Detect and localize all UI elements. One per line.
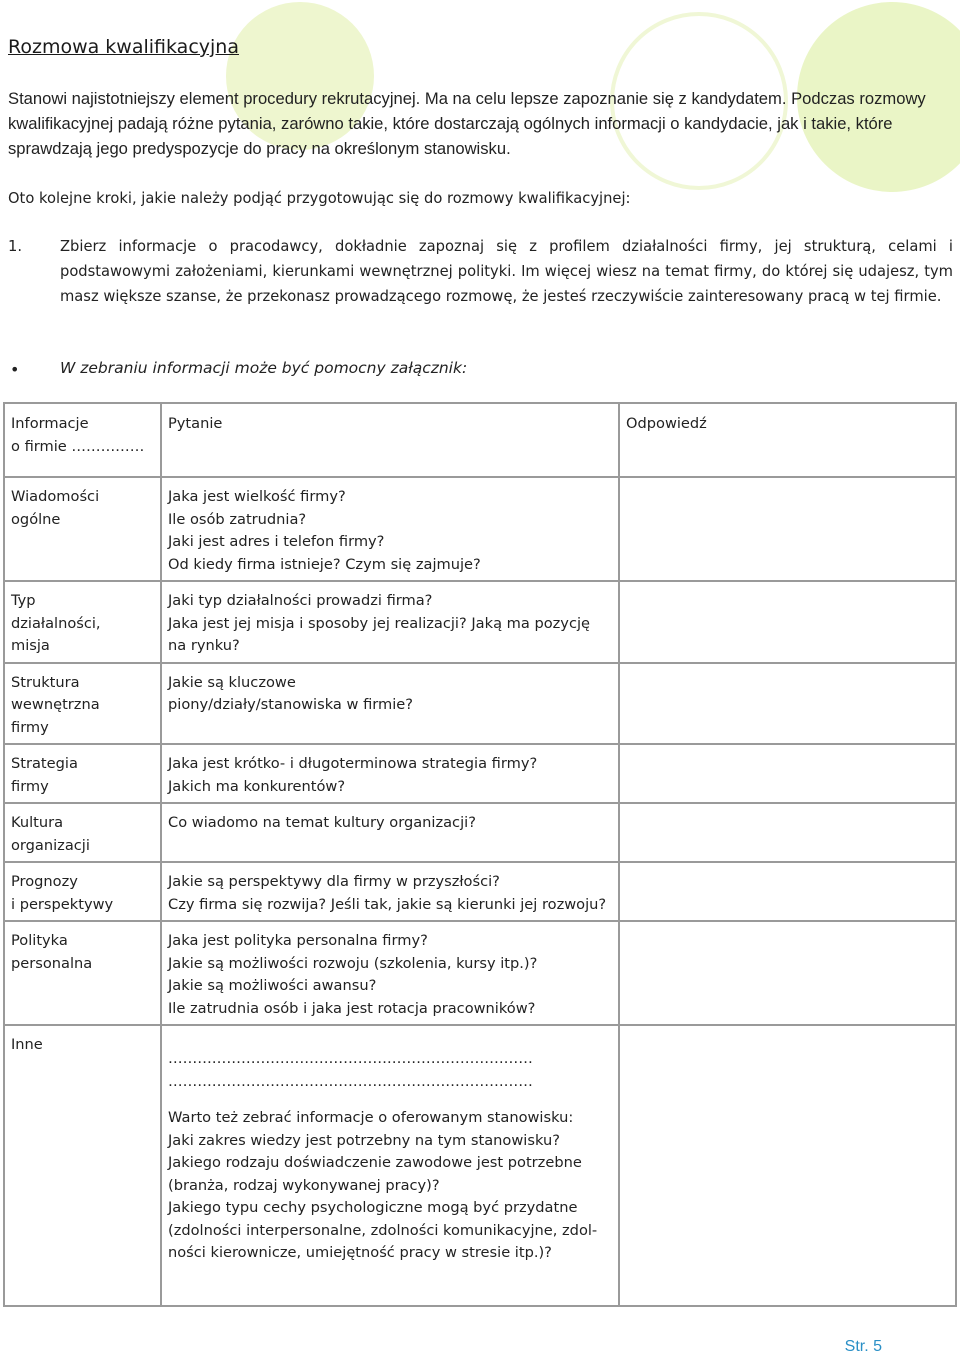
answer-cell[interactable]	[619, 663, 956, 745]
header-question-label: Pytanie	[168, 415, 223, 432]
row-label: Kultura	[11, 814, 64, 831]
row-label: działalności,	[11, 614, 101, 632]
row-question-cell	[161, 1025, 619, 1306]
answer-cell[interactable]	[619, 477, 956, 581]
question-text: Jakie są możliwości rozwoju (szkolenia, kursy itp.)?	[168, 954, 538, 972]
question-text: Jaka jest krótko- i długoterminowa strategia firmy?	[168, 755, 538, 772]
intro-paragraph: Stanowi najistotniejszy element procedury rekrutacyjnej. Ma na celu lepsze zapoznanie się z kandydatem. Podczas rozmowy kwalifikacyjnej padają różne pytania, zarówno takie, które dostarczają ogólnych informacji o kandydacie, jak i takie, które sprawdzają jego predyspozycje do pracy na określonym stanowisku.	[8, 89, 926, 158]
question-text: Jakie są perspektywy dla firmy w przyszłości?	[168, 873, 500, 890]
dotted-line: …………………………………………………………………	[168, 1050, 533, 1067]
row-label: misja	[11, 637, 50, 654]
question-text: Jaka jest polityka personalna firmy?	[168, 932, 428, 949]
question-text: Jaki jest adres i telefon firmy?	[168, 533, 385, 550]
header-info-sublabel: o firmie ……………	[11, 437, 145, 455]
document-title: Rozmowa kwalifikacyjna	[8, 36, 239, 58]
question-text: Jakich ma konkurentów?	[168, 777, 346, 795]
question-text: Jaka jest wielkość firmy?	[168, 488, 346, 505]
question-text: ności kierownicze, umiejętność pracy w stresie itp.)?	[168, 1244, 552, 1261]
step-text: Zbierz informacje o pracodawcy, dokładnie zapoznaj się z profilem działalności firmy, jej strukturą, celami i podstawowymi założeniami, kierunkami wewnętrznej polityki. Im więcej wiesz na temat firmy, do której się udajesz, tym masz większe szanse, że przekonasz prowadzącego rozmowę, że jesteś rzeczywiście zainteresowany pracą w tej firmie.	[60, 238, 953, 305]
row-label: firmy	[11, 718, 49, 736]
header-question-cell	[161, 403, 619, 477]
question-text: na rynku?	[168, 637, 240, 654]
table-row	[4, 581, 956, 663]
answer-cell[interactable]	[619, 581, 956, 663]
table-row	[4, 921, 956, 1025]
question-text: (branża, rodzaj wykonywanej pracy)?	[168, 1176, 440, 1194]
table-row	[4, 663, 956, 745]
row-label: firmy	[11, 777, 49, 795]
row-label-cell	[4, 921, 161, 1025]
question-text: Jaki typ działalności prowadzi firma?	[168, 592, 433, 609]
row-label: wewnętrzna	[11, 696, 100, 713]
table-row	[4, 477, 956, 581]
table-row	[4, 1025, 956, 1306]
row-label: Typ	[11, 592, 36, 609]
table-row	[4, 803, 956, 862]
question-text: Co wiadomo na temat kultury organizacji?	[168, 814, 476, 831]
answer-cell[interactable]	[619, 1025, 956, 1306]
table-row	[4, 862, 956, 921]
question-text: Jakie są kluczowe	[168, 673, 296, 691]
row-label-cell	[4, 744, 161, 803]
row-label: Struktura	[11, 673, 80, 691]
row-label: Polityka	[11, 932, 68, 949]
question-text: Od kiedy firma istnieje? Czym się zajmuje?	[168, 555, 481, 573]
question-text: (zdolności interpersonalne, zdolności komunikacyjne, zdol-	[168, 1221, 598, 1239]
row-question-cell	[161, 862, 619, 921]
question-text: Jakiego rodzaju doświadczenie zawodowe jest potrzebne	[168, 1154, 582, 1171]
row-question-cell	[161, 477, 619, 581]
row-label-cell	[4, 1025, 161, 1306]
row-label: Wiadomości	[11, 488, 100, 505]
row-label-cell	[4, 477, 161, 581]
table-header-row	[4, 403, 956, 477]
row-label-cell	[4, 581, 161, 663]
row-question-cell	[161, 744, 619, 803]
row-label: ogólne	[11, 510, 61, 528]
answer-cell[interactable]	[619, 921, 956, 1025]
row-label: Strategia	[11, 755, 78, 772]
header-answer-label: Odpowiedź	[626, 415, 707, 432]
bullet-text: W zebraniu informacji może być pomocny załącznik:	[60, 359, 468, 377]
table-row	[4, 744, 956, 803]
row-question-cell	[161, 663, 619, 745]
question-text: Czy firma się rozwija? Jeśli tak, jakie są kierunki jej rozwoju?	[168, 895, 607, 913]
row-label: personalna	[11, 954, 93, 972]
question-text: Ile zatrudnia osób i jaka jest rotacja pracowników?	[168, 999, 536, 1017]
spacer	[168, 1093, 612, 1107]
row-label-cell	[4, 663, 161, 745]
answer-cell[interactable]	[619, 744, 956, 803]
answer-cell[interactable]	[619, 803, 956, 862]
spacer	[168, 1034, 612, 1048]
row-label: Prognozy	[11, 873, 78, 890]
header-answer-cell	[619, 403, 956, 477]
row-label-cell	[4, 862, 161, 921]
step-1	[8, 234, 953, 309]
row-label-cell	[4, 803, 161, 862]
question-text: Jakie są możliwości awansu?	[168, 977, 377, 994]
company-info-table	[3, 402, 957, 1307]
row-label: i perspektywy	[11, 895, 114, 913]
header-info-label: Informacje	[11, 415, 89, 432]
step-number: 1.	[8, 238, 23, 255]
bullet-icon: •	[10, 360, 20, 379]
question-text: Jaka jest jej misja i sposoby jej realizacji? Jaką ma pozycję	[168, 614, 590, 632]
row-question-cell	[161, 803, 619, 862]
question-text: Jaki zakres wiedzy jest potrzebny na tym stanowisku?	[168, 1131, 560, 1149]
page-number: Str. 5	[844, 1338, 882, 1355]
row-label: Inne	[11, 1036, 43, 1053]
dotted-line: …………………………………………………………………	[168, 1072, 533, 1090]
question-text: piony/działy/stanowiska w firmie?	[168, 696, 413, 713]
header-info-cell	[4, 403, 161, 477]
row-question-cell	[161, 581, 619, 663]
answer-cell[interactable]	[619, 862, 956, 921]
attachment-bullet	[8, 356, 953, 381]
row-label: organizacji	[11, 836, 90, 854]
steps-intro: Oto kolejne kroki, jakie należy podjąć przygotowując się do rozmowy kwalifikacyjnej:	[8, 190, 631, 207]
question-text: Jakiego typu cechy psychologiczne mogą być przydatne	[168, 1199, 578, 1216]
row-question-cell	[161, 921, 619, 1025]
question-text: Ile osób zatrudnia?	[168, 510, 307, 528]
question-text: Warto też zebrać informacje o oferowanym stanowisku:	[168, 1109, 574, 1126]
